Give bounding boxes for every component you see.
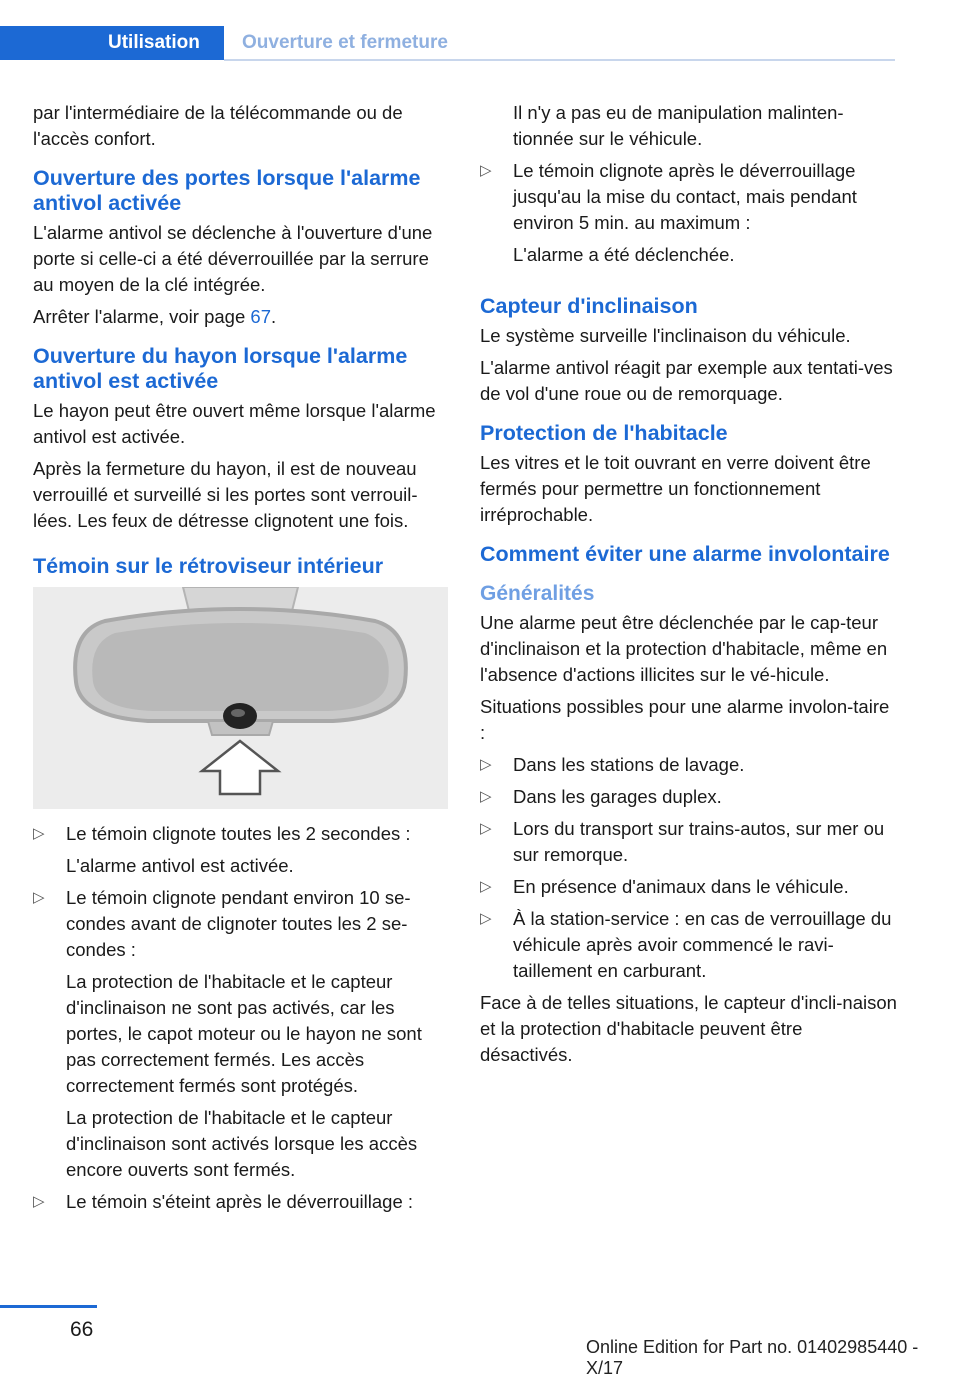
paragraph: Une alarme peut être déclenchée par le cap‐teur d'inclinaison et la protection d'habitacle, même en l'absence d'actions illicites sur le vé‐hicule.: [480, 612, 888, 685]
paragraph: L'alarme antivol se déclenche à l'ouverture d'une porte si celle-ci a été déverrouillée par la serrure au moyen de la clé intégrée.: [33, 222, 433, 295]
ref-end: .: [270, 306, 277, 327]
list-subtext: La protection de l'habitacle et le capteur d'inclinaison ne sont pas activés, car les portes, le capot moteur ou le hayon ne sont pas correctement fermés. Les accès correctement fermés sont protégés.: [66, 971, 422, 1096]
triangle-bullet-icon: ▷: [480, 756, 492, 773]
intro-text: par l'intermédiaire de la télécommande ou de l'accès confort.: [33, 102, 403, 149]
list-subtext: La protection de l'habitacle et le capteur d'inclinaison sont activés lorsque les accès encore ouverts sont fermés.: [66, 1107, 418, 1180]
paragraph: L'alarme antivol réagit par exemple aux tentati‐ves de vol d'une roue ou de remorquage.: [480, 357, 893, 404]
triangle-bullet-icon: ▷: [480, 878, 492, 895]
right-column: [480, 100, 898, 1074]
heading-protection-habitacle: Protection de l'habitacle: [480, 421, 728, 445]
list-subtext: L'alarme a été déclenchée.: [513, 244, 735, 265]
paragraph: Face à de telles situations, le capteur d'incli‐naison et la protection d'habitacle peuvent être désactivés.: [480, 992, 897, 1065]
page-number: 66: [70, 1318, 94, 1341]
list-item: ▷ Lors du transport sur trains-autos, sur mer ou sur remorque.: [480, 818, 885, 865]
mirror-illustration: [33, 587, 448, 809]
footer-rule: [0, 1305, 97, 1308]
heading-ouverture-hayon: Ouverture du hayon lorsque l'alarme antivol est activée: [33, 344, 408, 393]
list-item: ▷ Le témoin clignote pendant environ 10 se‐condes avant de clignoter toutes les 2 se‐condes :: [33, 887, 411, 960]
subheading-generalites: Généralités: [480, 582, 595, 605]
triangle-bullet-icon: ▷: [480, 910, 492, 927]
heading-ouverture-portes: Ouverture des portes lorsque l'alarme antivol activée: [33, 166, 421, 215]
header-tabs: [0, 26, 895, 62]
paragraph: Après la fermeture du hayon, il est de nouveau verrouillé et surveillé si les portes sont verrouil‐lées. Les feux de détresse clignotent une fois.: [33, 458, 418, 531]
triangle-bullet-icon: ▷: [33, 825, 45, 842]
header-rule: [224, 59, 895, 61]
list-item: ▷ À la station-service : en cas de verrouillage du véhicule après avoir commencé le ravi‐taillement en carburant.: [480, 908, 892, 981]
paragraph: Situations possibles pour une alarme involon‐taire :: [480, 696, 890, 743]
triangle-bullet-icon: ▷: [480, 162, 492, 179]
triangle-bullet-icon: ▷: [480, 820, 492, 837]
list-item: ▷ Le témoin s'éteint après le déverrouillage :: [33, 1189, 448, 1215]
list-item: ▷ Dans les stations de lavage.: [480, 752, 898, 778]
tab-ouverture-fermeture[interactable]: Ouverture et fermeture: [242, 32, 448, 53]
page-link[interactable]: 67: [250, 306, 271, 327]
list-subtext: Il n'y a pas eu de manipulation malinten‐tionnée sur le véhicule.: [513, 102, 844, 149]
temoin-list: [33, 821, 448, 1215]
situations-list: [480, 752, 898, 984]
heading-temoin-retroviseur: Témoin sur le rétroviseur intérieur: [33, 554, 384, 578]
paragraph: Les vitres et le toit ouvrant en verre doivent être fermés pour permettre un fonctionnement irréprochable.: [480, 452, 871, 525]
heading-eviter-alarme: Comment éviter une alarme involontaire: [480, 542, 890, 566]
paragraph: Le hayon peut être ouvert même lorsque l'alarme antivol est activée.: [33, 400, 436, 447]
ref-text: Arrêter l'alarme, voir page: [33, 306, 251, 327]
edition-note: Online Edition for Part no. 01402985440 - X/17: [586, 1337, 919, 1378]
triangle-bullet-icon: ▷: [480, 788, 492, 805]
paragraph-ref: [33, 304, 448, 330]
paragraph: Le système surveille l'inclinaison du véhicule.: [480, 325, 851, 346]
tab-utilisation[interactable]: Utilisation: [0, 26, 224, 60]
heading-capteur-inclinaison: Capteur d'inclinaison: [480, 294, 698, 318]
temoin-list-continued: [480, 158, 898, 236]
list-subtext: L'alarme antivol est activée.: [66, 855, 294, 876]
left-column: [33, 100, 448, 1221]
list-item: ▷ Le témoin clignote après le déverrouillage jusqu'au la mise du contact, mais pendant environ 5 min. au maximum :: [480, 160, 857, 233]
list-item: ▷ Dans les garages duplex.: [480, 784, 898, 810]
triangle-bullet-icon: ▷: [33, 889, 45, 906]
list-item: ▷ En présence d'animaux dans le véhicule.: [480, 874, 898, 900]
list-item: ▷ Le témoin clignote toutes les 2 secondes :: [33, 821, 448, 847]
triangle-bullet-icon: ▷: [33, 1193, 45, 1210]
